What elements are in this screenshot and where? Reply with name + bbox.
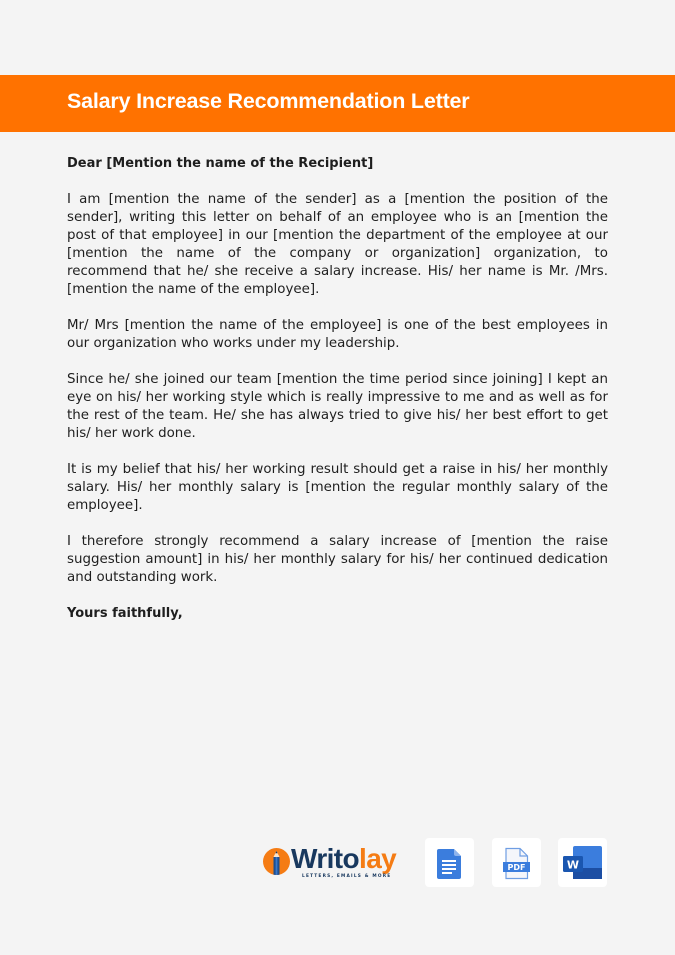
pdf-file-icon [492,838,541,887]
logo-wordmark [291,843,396,875]
letter-paragraph: Since he/ she joined our team [mention the time period since joining] I kept an eye on his/ her working style which is really impressive to me and as well as for the rest of the team. He/ she has always tried to give his/ her best effort to get his/ her work done. [67,372,608,441]
logo-wordmark-part2: lay [359,843,397,874]
letter-greeting: Dear [Mention the name of the Recipient] [67,156,374,171]
pdf-download-button[interactable] [492,838,541,887]
title-banner [0,75,675,132]
pencil-circle-icon [263,848,290,875]
writolay-logo[interactable] [262,843,404,882]
letter-paragraph: Mr/ Mrs [mention the name of the employee] is one of the best employees in our organization who works under my leadership. [67,318,608,351]
logo-wordmark-part1: Writo [291,843,360,874]
page-title: Salary Increase Recommendation Letter [67,89,470,113]
pdf-icon-label: PDF [507,863,526,873]
logo-tagline: LETTERS, EMAILS & MORE [302,874,392,879]
letter-paragraph: I therefore strongly recommend a salary increase of [mention the raise suggestion amount] in his/ her monthly salary for his/ her continued dedication and outstanding work. [67,534,608,585]
google-docs-download-button[interactable] [425,838,474,887]
word-download-button[interactable] [558,838,607,887]
word-icon-label: W [566,858,580,872]
word-icon [558,838,607,887]
google-docs-icon [425,838,474,887]
letter-body [67,155,608,641]
letter-paragraph: I am [mention the name of the sender] as a [mention the position of the sender], writing this letter on behalf of an employee who is an [mention the post of that employee] in our [mention the department of the employee at our [mention the name of the company or organization] organization, to recommend that he/ she receive a salary increase. His/ her name is Mr. /Mrs. [mention the name of the employee]. [67,192,608,297]
letter-paragraph: It is my belief that his/ her working result should get a raise in his/ her monthly salary. His/ her monthly salary is [mention the regular monthly salary of the employee]. [67,462,608,513]
letter-closing: Yours faithfully, [67,606,183,621]
